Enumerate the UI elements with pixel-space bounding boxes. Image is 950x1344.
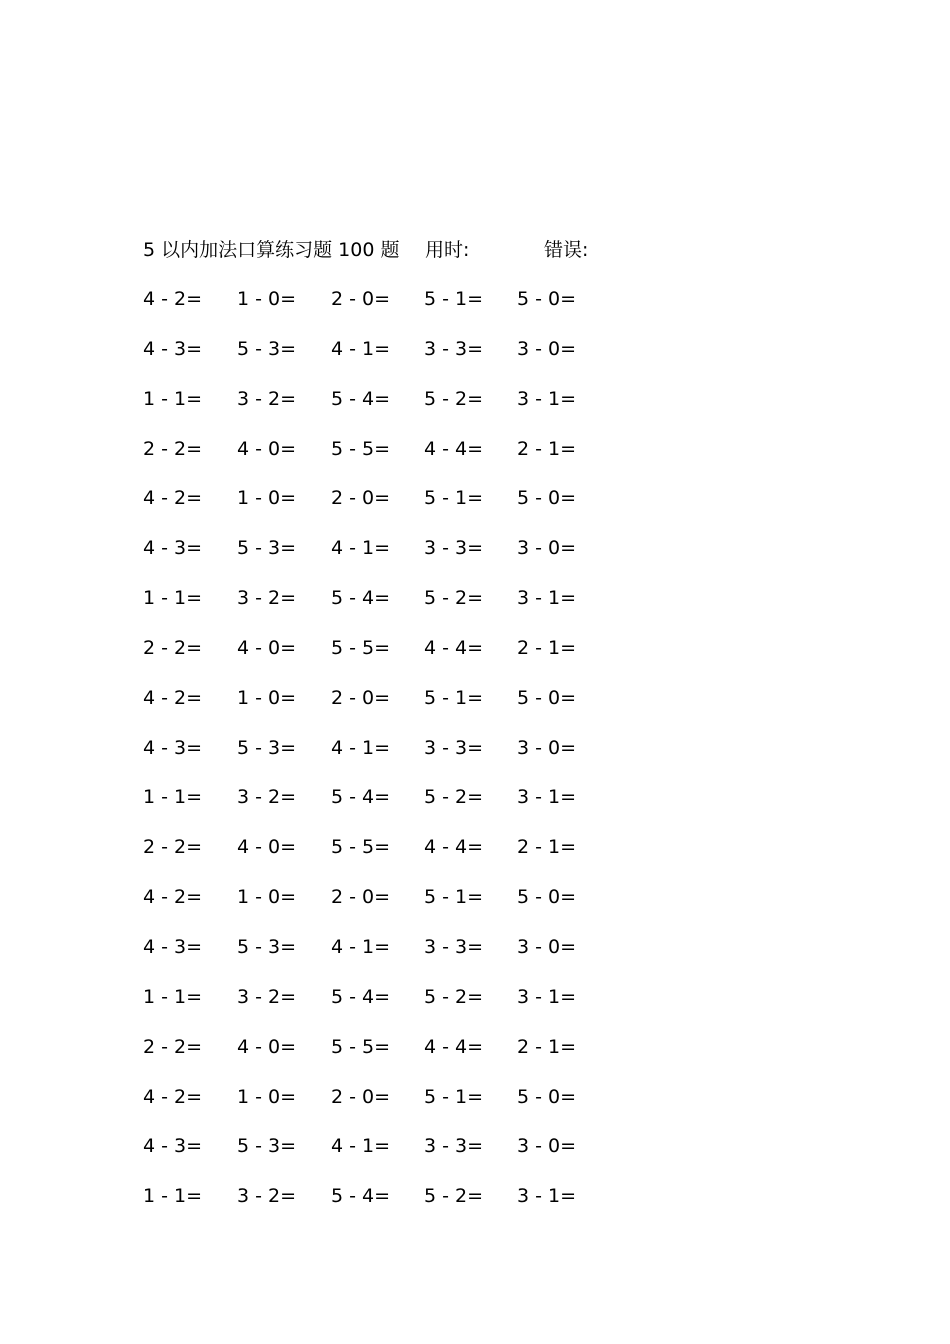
- problem-item: 2 - 1=: [517, 1035, 577, 1058]
- problem-row: [143, 1082, 623, 1132]
- problem-item: 2 - 0=: [331, 686, 391, 709]
- problem-row: [143, 1032, 623, 1082]
- problem-item: 4 - 0=: [237, 1035, 297, 1058]
- problem-item: 5 - 0=: [517, 1085, 577, 1108]
- problem-grid: [143, 284, 623, 1231]
- problem-item: 5 - 3=: [237, 337, 297, 360]
- problem-item: 3 - 2=: [237, 587, 297, 610]
- problem-item: 2 - 2=: [143, 636, 203, 659]
- problem-row: [143, 633, 623, 683]
- problem-item: 5 - 5=: [331, 1035, 391, 1058]
- problem-item: 4 - 4=: [424, 1035, 484, 1058]
- problem-item: 3 - 0=: [517, 736, 577, 759]
- problem-item: 2 - 1=: [517, 836, 577, 859]
- problem-row: [143, 284, 623, 334]
- worksheet-title: 5 以内加法口算练习题 100 题: [143, 239, 400, 261]
- problem-item: 3 - 0=: [517, 537, 577, 560]
- problem-item: 4 - 2=: [143, 886, 203, 909]
- problem-item: 5 - 1=: [424, 886, 484, 909]
- problem-item: 5 - 1=: [424, 1085, 484, 1108]
- problem-item: 5 - 1=: [424, 487, 484, 510]
- problem-row: [143, 483, 623, 533]
- problem-item: 3 - 0=: [517, 337, 577, 360]
- problem-item: 4 - 3=: [143, 935, 203, 958]
- problem-item: 4 - 1=: [331, 736, 391, 759]
- problem-item: 2 - 0=: [331, 288, 391, 310]
- problem-item: 4 - 2=: [143, 1085, 203, 1108]
- problem-item: 3 - 3=: [424, 537, 484, 560]
- problem-item: 5 - 1=: [424, 288, 484, 310]
- problem-item: 3 - 3=: [424, 1135, 484, 1158]
- problem-item: 4 - 3=: [143, 1135, 203, 1158]
- problem-item: 5 - 5=: [331, 636, 391, 659]
- problem-row: [143, 733, 623, 783]
- problem-item: 2 - 1=: [517, 437, 577, 460]
- problem-item: 5 - 3=: [237, 736, 297, 759]
- problem-item: 1 - 0=: [237, 1085, 297, 1108]
- problem-item: 4 - 0=: [237, 437, 297, 460]
- problem-item: 2 - 0=: [331, 886, 391, 909]
- problem-item: 3 - 1=: [517, 387, 577, 410]
- problem-item: 2 - 2=: [143, 1035, 203, 1058]
- problem-item: 4 - 1=: [331, 337, 391, 360]
- problem-item: 3 - 2=: [237, 1185, 297, 1208]
- problem-item: 4 - 4=: [424, 836, 484, 859]
- problem-row: [143, 384, 623, 434]
- problem-item: 4 - 0=: [237, 636, 297, 659]
- problem-row: [143, 434, 623, 484]
- problem-item: 5 - 4=: [331, 387, 391, 410]
- problem-row: [143, 982, 623, 1032]
- problem-item: 5 - 4=: [331, 985, 391, 1008]
- problem-item: 2 - 2=: [143, 437, 203, 460]
- problem-row: [143, 932, 623, 982]
- problem-item: 3 - 1=: [517, 587, 577, 610]
- problem-item: 5 - 3=: [237, 537, 297, 560]
- problem-item: 3 - 1=: [517, 1185, 577, 1208]
- problem-item: 1 - 0=: [237, 686, 297, 709]
- problem-item: 4 - 1=: [331, 537, 391, 560]
- problem-item: 5 - 1=: [424, 686, 484, 709]
- problem-item: 4 - 4=: [424, 636, 484, 659]
- problem-item: 5 - 2=: [424, 387, 484, 410]
- problem-item: 5 - 4=: [331, 587, 391, 610]
- problem-item: 4 - 4=: [424, 437, 484, 460]
- problem-item: 5 - 3=: [237, 1135, 297, 1158]
- problem-item: 3 - 3=: [424, 736, 484, 759]
- problem-item: 4 - 1=: [331, 935, 391, 958]
- problem-row: [143, 583, 623, 633]
- problem-item: 4 - 3=: [143, 537, 203, 560]
- problem-item: 5 - 2=: [424, 985, 484, 1008]
- problem-item: 3 - 1=: [517, 985, 577, 1008]
- problem-item: 2 - 2=: [143, 836, 203, 859]
- problem-item: 5 - 0=: [517, 686, 577, 709]
- problem-item: 5 - 4=: [331, 786, 391, 809]
- problem-item: 3 - 0=: [517, 1135, 577, 1158]
- problem-item: 4 - 2=: [143, 487, 203, 510]
- problem-row: [143, 683, 623, 733]
- problem-item: 5 - 0=: [517, 288, 577, 310]
- problem-item: 1 - 1=: [143, 786, 203, 809]
- problem-row: [143, 782, 623, 832]
- problem-item: 5 - 5=: [331, 836, 391, 859]
- problem-item: 3 - 2=: [237, 387, 297, 410]
- worksheet-header: [143, 236, 663, 264]
- problem-row: [143, 882, 623, 932]
- problem-item: 3 - 2=: [237, 985, 297, 1008]
- problem-item: 1 - 0=: [237, 288, 297, 310]
- problem-item: 4 - 3=: [143, 736, 203, 759]
- problem-row: [143, 533, 623, 583]
- problem-row: [143, 1131, 623, 1181]
- problem-item: 5 - 0=: [517, 487, 577, 510]
- problem-row: [143, 334, 623, 384]
- problem-item: 4 - 3=: [143, 337, 203, 360]
- problem-item: 3 - 1=: [517, 786, 577, 809]
- problem-item: 5 - 2=: [424, 587, 484, 610]
- problem-item: 1 - 1=: [143, 587, 203, 610]
- problem-item: 2 - 0=: [331, 1085, 391, 1108]
- problem-row: [143, 1181, 623, 1231]
- problem-row: [143, 832, 623, 882]
- problem-item: 4 - 0=: [237, 836, 297, 859]
- problem-item: 3 - 0=: [517, 935, 577, 958]
- problem-item: 3 - 3=: [424, 337, 484, 360]
- problem-item: 1 - 1=: [143, 1185, 203, 1208]
- problem-item: 5 - 2=: [424, 1185, 484, 1208]
- problem-item: 3 - 2=: [237, 786, 297, 809]
- problem-item: 4 - 2=: [143, 288, 203, 310]
- problem-item: 1 - 0=: [237, 487, 297, 510]
- problem-item: 2 - 1=: [517, 636, 577, 659]
- problem-item: 5 - 5=: [331, 437, 391, 460]
- errors-label: 错误:: [544, 239, 589, 261]
- problem-item: 4 - 1=: [331, 1135, 391, 1158]
- problem-item: 5 - 4=: [331, 1185, 391, 1208]
- time-used-label: 用时:: [425, 239, 470, 261]
- problem-item: 2 - 0=: [331, 487, 391, 510]
- problem-item: 1 - 0=: [237, 886, 297, 909]
- problem-item: 5 - 2=: [424, 786, 484, 809]
- problem-item: 1 - 1=: [143, 387, 203, 410]
- problem-item: 3 - 3=: [424, 935, 484, 958]
- problem-item: 4 - 2=: [143, 686, 203, 709]
- problem-item: 1 - 1=: [143, 985, 203, 1008]
- problem-item: 5 - 3=: [237, 935, 297, 958]
- problem-item: 5 - 0=: [517, 886, 577, 909]
